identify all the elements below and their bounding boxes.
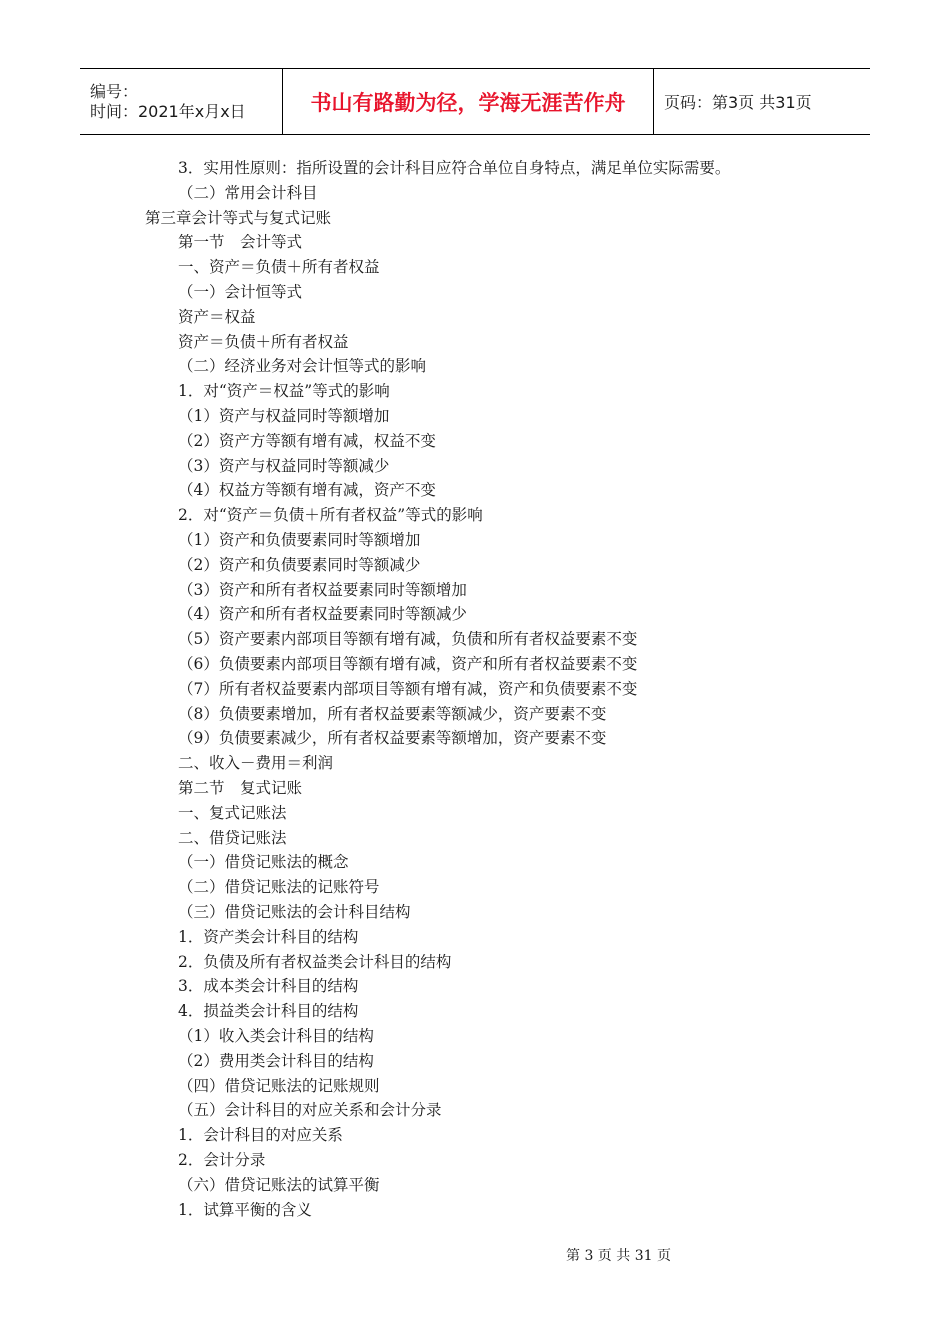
outline-line: 二、收入－费用＝利润 [178, 754, 334, 773]
outline-line: 1．试算平衡的含义 [178, 1200, 312, 1219]
outline-line: 4．损益类会计科目的结构 [178, 1002, 359, 1021]
outline-line: 3．成本类会计科目的结构 [178, 977, 359, 996]
outline-line: （6）负债要素内部项目等额有增有减，资产和所有者权益要素不变 [178, 655, 638, 673]
outline-line: 资产＝负债＋所有者权益 [178, 332, 349, 351]
outline-line: 二、借贷记账法 [178, 828, 287, 847]
outline-line: （1）资产与权益同时等额增加 [178, 407, 390, 425]
outline-line: 2．负债及所有者权益类会计科目的结构 [178, 952, 452, 971]
page-footer: 第 3 页 共 31 页 [566, 1248, 671, 1264]
outline-line: （4）权益方等额有增有减，资产不变 [178, 481, 436, 500]
header-page-info: 页码：第3页 共31页 [664, 93, 812, 112]
outline-line: 资产＝权益 [178, 307, 256, 326]
outline-line: （1）资产和负债要素同时等额增加 [178, 531, 421, 549]
document-number-label: 编号： [90, 81, 139, 101]
outline-line: （8）负债要素增加，所有者权益要素等额减少，资产要素不变 [178, 704, 607, 723]
outline-line: （三）借贷记账法的会计科目结构 [178, 903, 411, 921]
outline-line: （一）会计恒等式 [178, 283, 303, 301]
outline-line: （一）借贷记账法的概念 [178, 853, 349, 872]
outline-line: 第二节 复式记账 [178, 779, 303, 797]
outline-line: （五）会计科目的对应关系和会计分录 [178, 1101, 442, 1120]
outline-line: 3．实用性原则：指所设置的会计科目应符合单位自身特点，满足单位实际需要。 [178, 159, 731, 177]
outline-line: （5）资产要素内部项目等额有增有减，负债和所有者权益要素不变 [178, 630, 638, 649]
outline-line: 第一节 会计等式 [178, 233, 303, 252]
header-motto: 书山有路勤为径，学海无涯苦作舟 [282, 69, 654, 134]
outline-line: （9）负债要素减少，所有者权益要素等额增加，资产要素不变 [178, 729, 607, 748]
outline-line: （4）资产和所有者权益要素同时等额减少 [178, 605, 467, 624]
outline-line: 一、复式记账法 [178, 803, 287, 822]
outline-line: 1．会计科目的对应关系 [178, 1126, 343, 1145]
document-date: 时间：2021年x月x日 [90, 101, 246, 121]
outline-line: 1．对“资产＝权益”等式的影响 [178, 382, 390, 401]
page-header [80, 68, 870, 135]
outline-line: （2）资产和负债要素同时等额减少 [178, 555, 421, 574]
outline-line: （六）借贷记账法的试算平衡 [178, 1175, 380, 1194]
chapter-heading: 第三章会计等式与复式记账 [145, 208, 332, 227]
outline-line: （3）资产和所有者权益要素同时等额增加 [178, 580, 467, 599]
outline-line: 1．资产类会计科目的结构 [178, 927, 359, 946]
outline-line: （二）经济业务对会计恒等式的影响 [178, 357, 427, 376]
header-meta [80, 69, 282, 134]
outline-line: 一、资产＝负债＋所有者权益 [178, 258, 380, 277]
outline-line: （2）资产方等额有增有减，权益不变 [178, 431, 436, 450]
outline-line: 2．会计分录 [178, 1151, 266, 1169]
outline-line: （3）资产与权益同时等额减少 [178, 456, 390, 475]
outline-line: （二）借贷记账法的记账符号 [178, 878, 380, 897]
outline-line: （二）常用会计科目 [178, 183, 318, 202]
outline-line: （2）费用类会计科目的结构 [178, 1051, 374, 1070]
outline-line: 2．对“资产＝负债＋所有者权益”等式的影响 [178, 506, 483, 525]
outline-line: （1）收入类会计科目的结构 [178, 1027, 374, 1045]
outline-line: （四）借贷记账法的记账规则 [178, 1076, 380, 1095]
outline-line: （7）所有者权益要素内部项目等额有增有减，资产和负债要素不变 [178, 679, 638, 698]
